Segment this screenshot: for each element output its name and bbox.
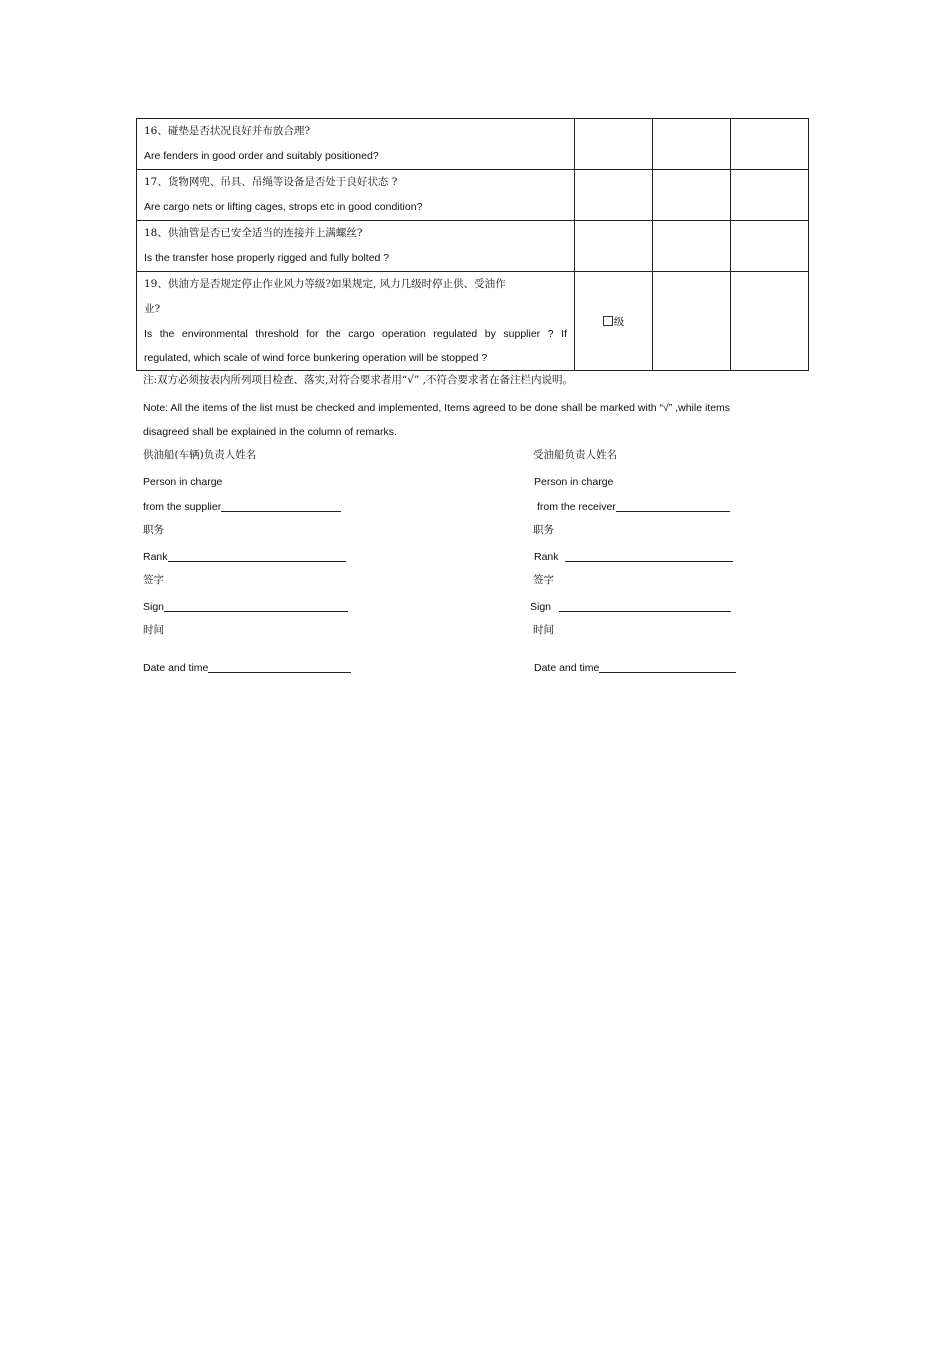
signature-line[interactable] [616,500,730,512]
signature-line[interactable] [599,661,736,673]
receiver-person-label-2: from the receiver [537,501,616,513]
supplier-rank-zh: 职务 [143,524,164,536]
supplier-rank-field[interactable] [143,550,346,564]
answer-cell[interactable] [653,272,731,371]
receiver-sign-label: Sign [530,601,552,613]
question-en-continued: regulated, which scale of wind force bunkering operation will be stopped ? [144,352,488,364]
supplier-sign-label: Sign [143,601,165,613]
signature-line[interactable] [559,600,731,612]
supplier-time-label: Date and time [143,662,209,674]
supplier-sign-field[interactable] [143,600,348,614]
table-row [137,272,809,371]
question-zh: 17、货物网兜、吊具、吊绳等设备是否处于良好状态 ? [144,176,398,188]
question-zh: 18、供油管是否已安全适当的连接并上满螺丝? [144,227,363,239]
answer-cell[interactable] [575,221,653,272]
receiver-rank-label: Rank [534,551,559,563]
receiver-person-label: Person in charge [534,476,614,488]
question-zh-continued: 业? [144,303,161,315]
remarks-cell[interactable] [731,272,809,371]
question-cell [137,272,575,371]
answer-cell[interactable] [575,170,653,221]
checklist-table [136,118,809,371]
question-cell [137,170,575,221]
note-en-line1: Note: All the items of the list must be checked and implemented, Items agreed to be done shall be marked with “√” ,while items [143,402,731,414]
supplier-person-label: Person in charge [143,476,223,488]
question-en: Is the environmental threshold for the cargo operation regulated by supplier ? If [144,328,567,340]
receiver-title: 受油船负责人姓名 [533,449,617,461]
question-en: Are fenders in good order and suitably positioned? [144,150,379,162]
receiver-time-field[interactable] [534,661,736,675]
receiver-time-zh: 时间 [533,624,554,636]
question-cell [137,119,575,170]
supplier-time-field[interactable] [143,661,351,675]
receiver-rank-field[interactable] [534,550,733,564]
signature-line[interactable] [164,600,348,612]
signature-line[interactable] [221,500,341,512]
question-en: Is the transfer hose properly rigged and fully bolted ? [144,252,390,264]
supplier-rank-label: Rank [143,551,168,563]
checkbox-icon[interactable] [603,316,613,326]
answer-cell[interactable] [653,119,731,170]
remarks-cell[interactable] [731,170,809,221]
receiver-name-field[interactable] [537,500,730,514]
signature-line[interactable] [565,550,733,562]
question-cell [137,221,575,272]
question-zh: 19、供油方是否规定停止作业风力等级?如果规定, 风力几级时停止供、受油作 [144,278,506,290]
receiver-time-label: Date and time [534,662,600,674]
table-row [137,119,809,170]
wind-level-cell[interactable] [575,272,653,371]
table-row [137,221,809,272]
wind-level-label: 级 [613,315,625,328]
receiver-rank-zh: 职务 [533,524,554,536]
supplier-person-label-2: from the supplier [143,501,222,513]
table-row [137,170,809,221]
signature-line[interactable] [168,550,346,562]
answer-cell[interactable] [653,221,731,272]
supplier-title: 供油船(车辆)负责人姓名 [143,449,257,461]
question-en: Are cargo nets or lifting cages, strops etc in good condition? [144,201,423,213]
answer-cell[interactable] [653,170,731,221]
signature-line[interactable] [208,661,351,673]
supplier-name-field[interactable] [143,500,341,514]
receiver-sign-field[interactable] [530,600,731,614]
remarks-cell[interactable] [731,119,809,170]
note-en-line2: disagreed shall be explained in the column of remarks. [143,426,397,438]
note-zh: 注:双方必须按表内所列项目检查、落实,对符合要求者用“√” ,不符合要求者在备注栏内说明。 [143,374,573,386]
supplier-time-zh: 时间 [143,624,164,636]
remarks-cell[interactable] [731,221,809,272]
question-zh: 16、碰垫是否状况良好并布放合理? [144,125,310,137]
receiver-sign-zh: 签字 [533,574,554,586]
answer-cell[interactable] [575,119,653,170]
supplier-sign-zh: 签字 [143,574,164,586]
